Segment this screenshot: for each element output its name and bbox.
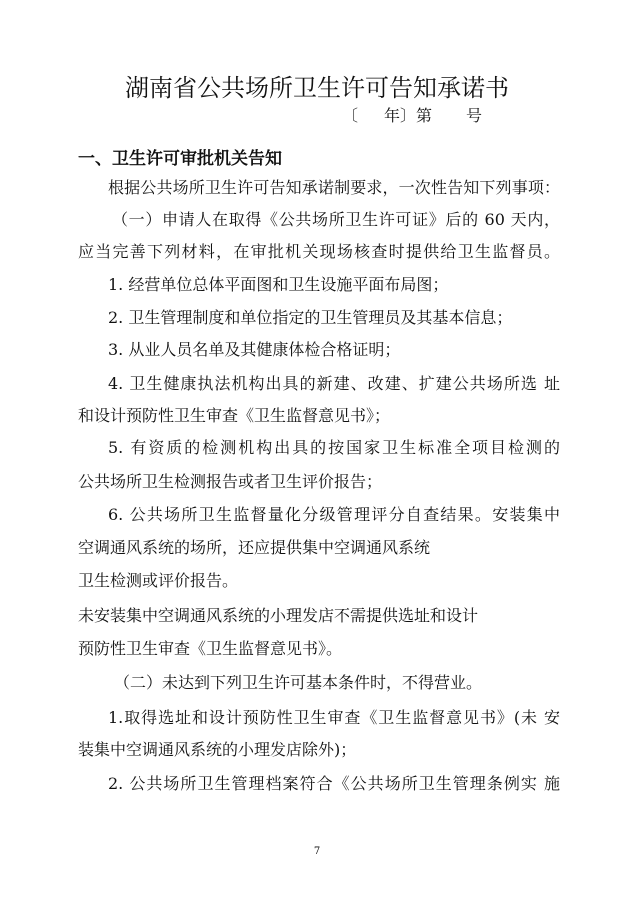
page-number: 7 [313, 846, 321, 857]
list-item: 2. 公共场所卫生管理档案符合《公共场所卫生管理条例实 施 [108, 774, 560, 793]
paragraph-line: 卫生检测或评价报告。 [78, 571, 239, 590]
paragraph-line: 空调通风系统的场所，还应提供集中空调通风系统 [78, 538, 431, 557]
document-title: 湖南省公共场所卫生许可告知承诺书 [125, 74, 509, 102]
paragraph-line: 公共场所卫生检测报告或者卫生评价报告； [78, 472, 383, 491]
paragraph-line: 和设计预防性卫生审查《卫生监督意见书》； [78, 406, 391, 425]
paragraph-line: （一）申请人在取得《公共场所卫生许可证》后的 60 天内， [112, 210, 560, 229]
doc-number-year: 年〕第 [384, 106, 433, 125]
list-item: 1. 经营单位总体平面图和卫生设施平面布局图； [108, 275, 449, 294]
list-item: 5. 有资质的检测机构出具的按国家卫生标准全项目检测的 [108, 438, 560, 457]
doc-number-no: 号 [466, 106, 483, 125]
doc-number-open: 〔 [342, 106, 359, 125]
paragraph-line: 根据公共场所卫生许可告知承诺制要求，一次性告知下列事项： [108, 178, 560, 197]
paragraph-line: 装集中空调通风系统的小理发店除外)； [78, 740, 357, 759]
list-item: 1.取得选址和设计预防性卫生审查《卫生监督意见书》(未 安 [108, 708, 560, 727]
paragraph-line: 应当完善下列材料，在审批机关现场核查时提供给卫生监督员。 [78, 242, 560, 261]
list-item: 4. 卫生健康执法机构出具的新建、改建、扩建公共场所选 址 [108, 374, 560, 393]
paragraph-line: 预防性卫生审查《卫生监督意见书》。 [78, 639, 343, 658]
list-item: 2. 卫生管理制度和单位指定的卫生管理员及其基本信息； [108, 308, 513, 327]
list-item: 6. 公共场所卫生监督量化分级管理评分自查结果。安装集中 [108, 505, 560, 524]
paragraph-line: 未安装集中空调通风系统的小理发店不需提供选址和设计 [78, 606, 479, 625]
section-heading: 一、卫生许可审批机关告知 [78, 149, 282, 169]
list-item: 3. 从业人员名单及其健康体检合格证明； [108, 340, 401, 359]
subsection-heading: （二）未达到下列卫生许可基本条件时，不得营业。 [114, 673, 483, 692]
